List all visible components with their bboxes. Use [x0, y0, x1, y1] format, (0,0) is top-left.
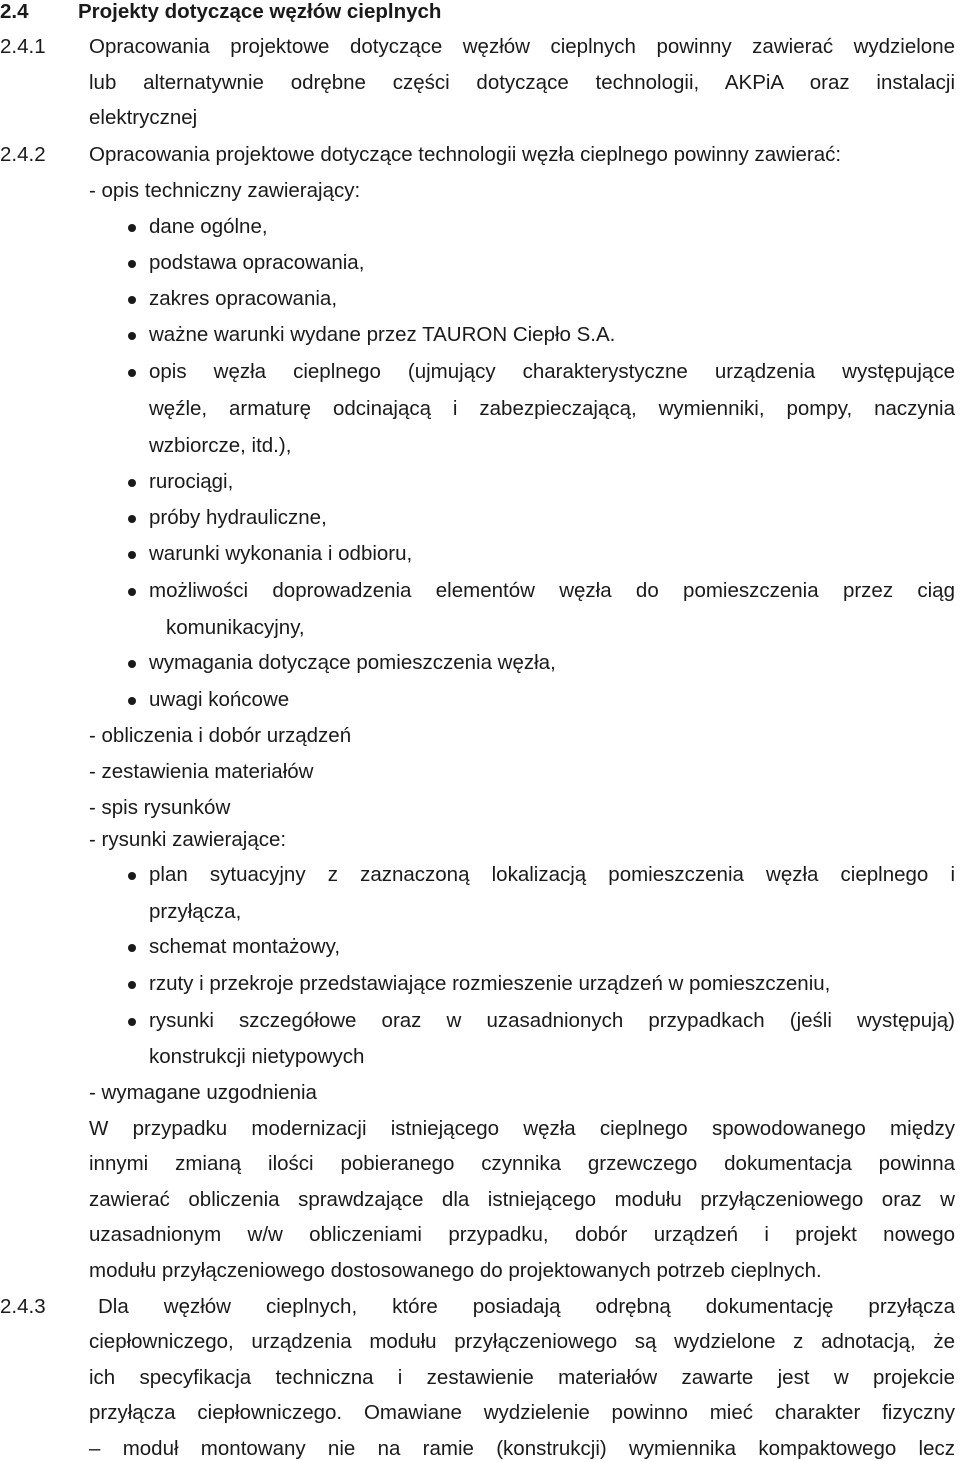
list-item: możliwości doprowadzenia elementów węzła do pomieszczenia przez ciąg — [149, 579, 955, 602]
list-item: konstrukcji nietypowych — [149, 1045, 365, 1068]
bullet-icon — [128, 369, 136, 377]
dash-item: - rysunki zawierające: — [89, 828, 287, 851]
bullet-icon — [128, 260, 136, 268]
list-item: węźle, armaturę odcinającą i zabezpieczającą, wymienniki, pompy, naczynia — [149, 397, 955, 420]
list-item: schemat montażowy, — [149, 935, 341, 958]
paragraph-number-243: 2.4.3 — [0, 1295, 46, 1318]
list-item: dane ogólne, — [149, 215, 268, 238]
list-item: opis węzła cieplnego (ujmujący charakterystyczne urządzenia występujące — [149, 360, 955, 383]
bullet-icon — [128, 551, 136, 559]
list-item: warunki wykonania i odbioru, — [149, 542, 413, 565]
list-item: uwagi końcowe — [149, 688, 290, 711]
bullet-icon — [128, 944, 136, 952]
bullet-icon — [128, 660, 136, 668]
list-item: komunikacyjny, — [166, 616, 305, 639]
paragraph-number-241: 2.4.1 — [0, 35, 46, 58]
paragraph-243-line: ich specyfikacja techniczna i zestawienie materiałów zawarte jest w projekcie — [89, 1366, 955, 1389]
paragraph-241-line: lub alternatywnie odrębne części dotyczące technologii, AKPiA oraz instalacji — [89, 71, 955, 94]
paragraph-243-line: – moduł montowany nie na ramie (konstrukcji) wymiennika kompaktowego lecz — [89, 1437, 955, 1460]
list-item: zakres opracowania, — [149, 287, 338, 310]
dash-item: - spis rysunków — [89, 796, 231, 819]
section-title: Projekty dotyczące węzłów cieplnych — [78, 0, 442, 23]
bullet-icon — [128, 981, 136, 989]
list-item: przyłącza, — [149, 900, 242, 923]
list-item: rysunki szczegółowe oraz w uzasadnionych przypadkach (jeśli występują) — [149, 1009, 955, 1032]
list-item: próby hydrauliczne, — [149, 506, 327, 529]
paragraph-243-line: przyłącza ciepłowniczego. Omawiane wydzielenie powinno mieć charakter fizyczny — [89, 1401, 955, 1424]
paragraph-number-242: 2.4.2 — [0, 143, 46, 166]
bullet-icon — [128, 296, 136, 304]
dash-item: - wymagane uzgodnienia — [89, 1081, 317, 1104]
paragraph-243-line: ciepłowniczego, urządzenia modułu przyłączeniowego są wydzielone z adnotacją, że — [89, 1330, 955, 1353]
bullet-icon — [128, 332, 136, 340]
modernizacja-line: modułu przyłączeniowego dostosowanego do projektowanych potrzeb cieplnych. — [89, 1259, 822, 1282]
paragraph-241-line: elektrycznej — [89, 106, 198, 129]
list-item: rzuty i przekroje przedstawiające rozmieszenie urządzeń w pomieszczeniu, — [149, 972, 831, 995]
paragraph-241-line: Opracowania projektowe dotyczące węzłów cieplnych powinny zawierać wydzielone — [89, 35, 955, 58]
list-item: wzbiorcze, itd.), — [149, 434, 292, 457]
list-item: podstawa opracowania, — [149, 251, 365, 274]
modernizacja-line: zawierać obliczenia sprawdzające dla istniejącego modułu przyłączeniowego oraz w — [89, 1188, 955, 1211]
section-number: 2.4 — [0, 0, 29, 23]
bullet-icon — [128, 588, 136, 596]
bullet-icon — [128, 1018, 136, 1026]
bullet-icon — [128, 872, 136, 880]
list-item: wymagania dotyczące pomieszczenia węzła, — [149, 651, 556, 674]
modernizacja-line: innymi zmianą ilości pobieranego czynnika grzewczego dokumentacja powinna — [89, 1152, 955, 1175]
bullet-icon — [128, 479, 136, 487]
bullet-icon — [128, 697, 136, 705]
bullet-icon — [128, 224, 136, 232]
list-item: plan sytuacyjny z zaznaczoną lokalizacją pomieszczenia węzła cieplnego i — [149, 863, 955, 886]
dash-item: - obliczenia i dobór urządzeń — [89, 724, 352, 747]
paragraph-243-line: Dla węzłów cieplnych, które posiadają odrębną dokumentację przyłącza — [98, 1295, 955, 1318]
opis-techniczny-label: - opis techniczny zawierający: — [89, 179, 361, 202]
modernizacja-line: W przypadku modernizacji istniejącego węzła cieplnego spowodowanego między — [89, 1117, 955, 1140]
list-item: ważne warunki wydane przez TAURON Ciepło S.A. — [149, 323, 616, 346]
list-item: rurociągi, — [149, 470, 234, 493]
bullet-icon — [128, 515, 136, 523]
dash-item: - zestawienia materiałów — [89, 760, 314, 783]
modernizacja-line: uzasadnionym w/w obliczeniami przypadku, dobór urządzeń i projekt nowego — [89, 1223, 955, 1246]
paragraph-242-intro: Opracowania projektowe dotyczące technologii węzła cieplnego powinny zawierać: — [89, 143, 842, 166]
